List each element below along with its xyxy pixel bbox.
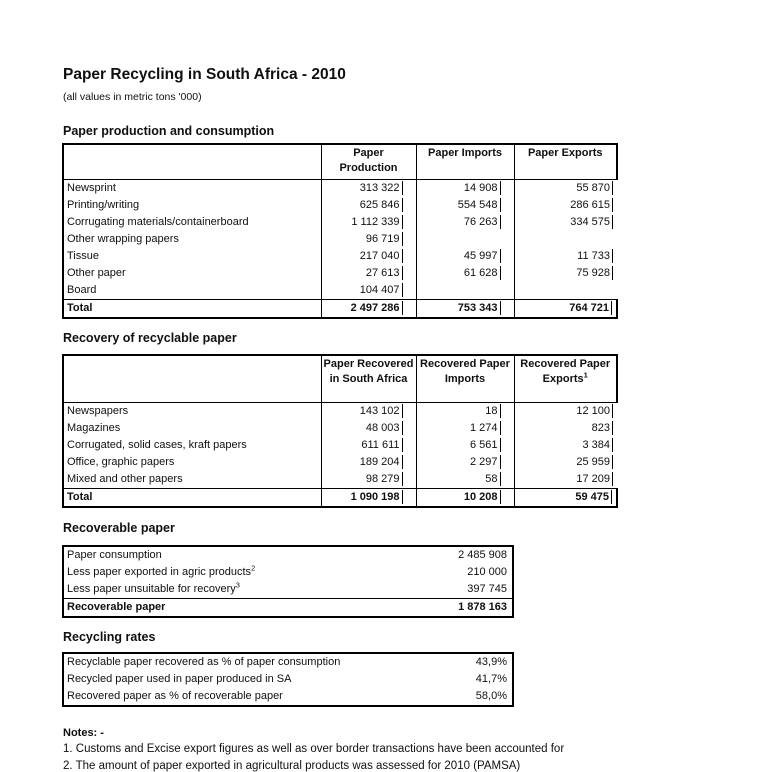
value-cell: 210 000 bbox=[467, 566, 507, 578]
value-cell: 55 870 bbox=[514, 180, 617, 198]
header-row bbox=[63, 144, 617, 180]
value-cell: 334 575 bbox=[514, 214, 617, 231]
value-cell: 10 208 bbox=[416, 489, 514, 508]
row-label: Tissue bbox=[63, 248, 321, 265]
value-cell: 27 613 bbox=[321, 265, 416, 282]
row-label: Corrugating materials/containerboard bbox=[63, 214, 321, 231]
header-row bbox=[63, 355, 617, 403]
value-cell: 11 733 bbox=[514, 248, 617, 265]
value-cell: 554 548 bbox=[416, 197, 514, 214]
row-label: Corrugated, solid cases, kraft papers bbox=[63, 437, 321, 454]
table-row bbox=[63, 454, 617, 471]
value-cell: 625 846 bbox=[321, 197, 416, 214]
header-paper-recovered-sa: Paper Recovered in South Africa bbox=[321, 355, 416, 403]
table-row bbox=[63, 653, 513, 671]
row-label: Total bbox=[63, 300, 321, 319]
total-row bbox=[63, 599, 513, 618]
value-cell: 189 204 bbox=[321, 454, 416, 471]
recycling-rates-table bbox=[62, 652, 514, 707]
value-cell: 1 274 bbox=[416, 420, 514, 437]
value-cell: 143 102 bbox=[321, 403, 416, 421]
value-cell: 17 209 bbox=[514, 471, 617, 489]
table-row bbox=[63, 197, 617, 214]
value-cell: 104 407 bbox=[321, 282, 416, 300]
row-label: Recyclable paper recovered as % of paper consumption bbox=[67, 656, 341, 668]
value-cell: 59 475 bbox=[514, 489, 617, 508]
row-label: Office, graphic papers bbox=[63, 454, 321, 471]
section-heading-recovery: Recovery of recyclable paper bbox=[63, 331, 237, 345]
table-row bbox=[63, 420, 617, 437]
value-cell bbox=[416, 282, 514, 300]
value-cell: 58 bbox=[416, 471, 514, 489]
page-title: Paper Recycling in South Africa - 2010 bbox=[63, 66, 346, 83]
table-row bbox=[63, 180, 617, 198]
value-cell: 41,7% bbox=[475, 673, 507, 685]
table-row bbox=[63, 265, 617, 282]
value-cell: 45 997 bbox=[416, 248, 514, 265]
table-row bbox=[63, 546, 513, 564]
value-cell: 313 322 bbox=[321, 180, 416, 198]
value-cell: 48 003 bbox=[321, 420, 416, 437]
value-cell: 75 928 bbox=[514, 265, 617, 282]
value-cell: 25 959 bbox=[514, 454, 617, 471]
value-cell: 6 561 bbox=[416, 437, 514, 454]
value-cell: 43,9% bbox=[475, 656, 507, 668]
row-label: Less paper unsuitable for recovery$^3$ bbox=[67, 581, 240, 595]
value-cell: 58,0% bbox=[475, 690, 507, 702]
table-row bbox=[63, 688, 513, 706]
row-label: Recycled paper used in paper produced in SA bbox=[67, 673, 292, 685]
recovery-table bbox=[62, 354, 618, 508]
row-label: Less paper exported in agric products$^2$ bbox=[67, 564, 256, 578]
table-row bbox=[63, 437, 617, 454]
section-heading-recoverable: Recoverable paper bbox=[63, 521, 175, 535]
value-cell bbox=[416, 231, 514, 248]
table-row bbox=[63, 231, 617, 248]
value-cell: 2 485 908 bbox=[458, 549, 507, 561]
value-cell: 96 719 bbox=[321, 231, 416, 248]
table-row bbox=[63, 214, 617, 231]
row-label: Printing/writing bbox=[63, 197, 321, 214]
value-cell: 1 112 339 bbox=[321, 214, 416, 231]
table-row bbox=[63, 403, 617, 421]
table-row bbox=[63, 564, 513, 581]
table-row bbox=[63, 282, 617, 300]
header-empty bbox=[63, 355, 321, 403]
notes-heading: Notes: - bbox=[63, 727, 104, 739]
table-row bbox=[63, 581, 513, 599]
row-label: Recovered paper as % of recoverable paper bbox=[67, 690, 283, 702]
row-label: Mixed and other papers bbox=[63, 471, 321, 489]
row-label: Paper consumption bbox=[67, 549, 162, 561]
row-label: Total bbox=[63, 489, 321, 508]
value-cell: 76 263 bbox=[416, 214, 514, 231]
value-cell: 61 628 bbox=[416, 265, 514, 282]
row-label: Other wrapping papers bbox=[63, 231, 321, 248]
value-cell: 1 878 163 bbox=[377, 599, 513, 618]
recoverable-paper-table bbox=[62, 545, 514, 618]
note-item: 1. Customs and Excise export figures as well as over border transactions have been accounted for bbox=[63, 743, 565, 755]
header-recovered-exports: Recovered Paper Exports$^1$ bbox=[514, 355, 617, 403]
value-cell bbox=[514, 231, 617, 248]
note-item: 2. The amount of paper exported in agricultural products was assessed for 2010 (PAMSA) bbox=[63, 760, 521, 772]
production-consumption-table bbox=[62, 143, 618, 319]
total-row bbox=[63, 489, 617, 508]
row-label: Other paper bbox=[63, 265, 321, 282]
value-cell: 286 615 bbox=[514, 197, 617, 214]
value-cell: 1 090 198 bbox=[321, 489, 416, 508]
row-label: Magazines bbox=[63, 420, 321, 437]
row-label: Board bbox=[63, 282, 321, 300]
header-paper-exports: Paper Exports bbox=[514, 144, 617, 180]
row-label: Newsprint bbox=[63, 180, 321, 198]
row-label: Recoverable paper bbox=[63, 599, 377, 618]
value-cell: 3 384 bbox=[514, 437, 617, 454]
value-cell bbox=[514, 282, 617, 300]
section-heading-rates: Recycling rates bbox=[63, 630, 156, 644]
header-paper-production: Paper Production bbox=[321, 144, 416, 180]
value-cell: 18 bbox=[416, 403, 514, 421]
table-row bbox=[63, 248, 617, 265]
value-cell: 2 497 286 bbox=[321, 300, 416, 319]
value-cell: 12 100 bbox=[514, 403, 617, 421]
value-cell: 14 908 bbox=[416, 180, 514, 198]
value-cell: 2 297 bbox=[416, 454, 514, 471]
row-label: Newspapers bbox=[63, 403, 321, 421]
value-cell: 98 279 bbox=[321, 471, 416, 489]
value-cell: 397 745 bbox=[467, 583, 507, 595]
header-recovered-imports: Recovered Paper Imports bbox=[416, 355, 514, 403]
table-row bbox=[63, 671, 513, 688]
value-cell: 611 611 bbox=[321, 437, 416, 454]
total-row bbox=[63, 300, 617, 319]
value-cell: 753 343 bbox=[416, 300, 514, 319]
value-cell: 823 bbox=[514, 420, 617, 437]
section-heading-production: Paper production and consumption bbox=[63, 124, 275, 138]
header-paper-imports: Paper Imports bbox=[416, 144, 514, 180]
header-empty bbox=[63, 144, 321, 180]
value-cell: 764 721 bbox=[514, 300, 617, 319]
table-row bbox=[63, 471, 617, 489]
value-cell: 217 040 bbox=[321, 248, 416, 265]
page-subtitle: (all values in metric tons '000) bbox=[63, 91, 202, 103]
